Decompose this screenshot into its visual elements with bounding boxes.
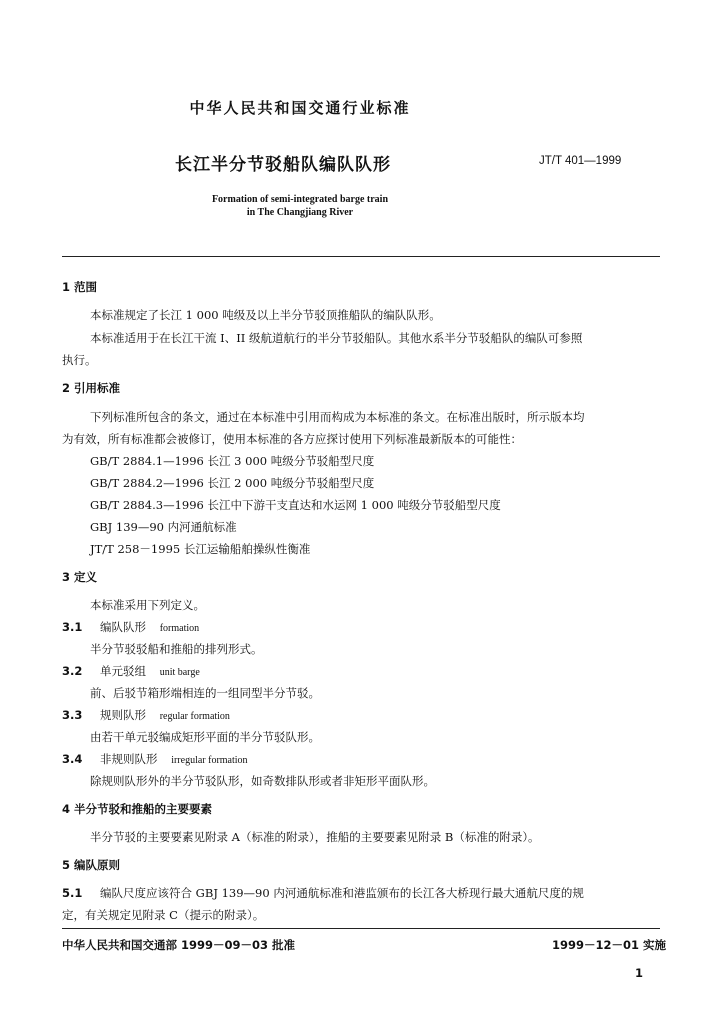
definition-3-4 [62, 751, 248, 767]
approval-statement: 中华人民共和国交通部 1999－09－03 批准 [62, 938, 296, 952]
section-4-heading: 4 半分节驳和推船的主要要素 [62, 802, 213, 816]
term: 非规则队形 [100, 752, 158, 766]
term-english: irregular formation [171, 755, 248, 766]
implementation-date: 1999－12－01 实施 [552, 938, 667, 952]
clause-number: 3.4 [62, 752, 83, 766]
definition-3-4-text: 除规则队形外的半分节驳队形，如奇数排队形或者非矩形平面队形。 [90, 774, 435, 788]
definition-3-2-text: 前、后驳节箱形端相连的一组同型半分节驳。 [90, 686, 320, 700]
section-1-paragraph-2-cont: 执行。 [62, 353, 97, 367]
section-3-heading: 3 定义 [62, 570, 98, 584]
reference-item: GB/T 2884.3—1996 长江中下游干支直达和水运网 1 000 吨级分节驳船型尺度 [90, 498, 501, 512]
section-2-intro-cont: 为有效，所有标准都会被修订，使用本标准的各方应探讨使用下列标准最新版本的可能性： [62, 432, 522, 446]
section-2-heading: 2 引用标准 [62, 381, 121, 395]
reference-item: GBJ 139—90 内河通航标准 [90, 520, 237, 534]
clause-number: 3.3 [62, 708, 83, 722]
page-number: 1 [635, 966, 644, 980]
clause-number: 3.2 [62, 664, 83, 678]
definition-3-3 [62, 707, 230, 723]
reference-item: GB/T 2884.1—1996 长江 3 000 吨级分节驳船型尺度 [90, 454, 375, 468]
section-1-heading: 1 范围 [62, 280, 98, 294]
document-title: 长江半分节驳船队编队队形 [175, 155, 391, 175]
standard-code: JT/T 401—1999 [539, 155, 622, 167]
definition-3-3-text: 由若干单元驳编成矩形平面的半分节驳队形。 [90, 730, 320, 744]
reference-item: GB/T 2884.2—1996 长江 2 000 吨级分节驳船型尺度 [90, 476, 375, 490]
term-english: formation [159, 623, 200, 634]
clause-number: 5.1 [62, 886, 83, 900]
section-2-intro: 下列标准所包含的条文，通过在本标准中引用而构成为本标准的条文。在标准出版时，所示版本均 [90, 410, 585, 424]
english-title-line-2: in The Changjiang River [246, 207, 354, 218]
term: 规则队形 [100, 708, 147, 722]
section-1-paragraph-1: 本标准规定了长江 1 000 吨级及以上半分节驳顶推船队的编队队形。 [90, 308, 441, 322]
footer-divider [62, 928, 660, 929]
clause-5-1 [62, 885, 584, 901]
header-divider [62, 256, 660, 257]
definition-3-1-text: 半分节驳驳船和推船的排列形式。 [90, 642, 263, 656]
term-english: unit barge [159, 667, 200, 678]
section-3-intro: 本标准采用下列定义。 [90, 598, 205, 612]
definition-3-1 [62, 619, 199, 635]
english-title-line-1: Formation of semi-integrated barge train [211, 194, 389, 205]
clause-text: 编队尺度应该符合 GBJ 139—90 内河通航标准和港监颁布的长江各大桥现行最大通航尺度的规 [100, 886, 584, 900]
reference-item: JT/T 258－1995 长江运输船舶操纵性衡准 [90, 542, 311, 556]
section-1-paragraph-2: 本标准适用于在长江干流 I、II 级航道航行的半分节驳船队。其他水系半分节驳船队的编队可参照 [90, 331, 583, 345]
clause-number: 3.1 [62, 620, 83, 634]
term: 编队队形 [100, 620, 147, 634]
term-english: regular formation [159, 711, 230, 722]
section-4-paragraph: 半分节驳的主要要素见附录 A（标准的附录），推船的主要要素见附录 B（标准的附录）。 [90, 830, 540, 844]
section-5-heading: 5 编队原则 [62, 858, 121, 872]
term: 单元驳组 [100, 664, 147, 678]
definition-3-2 [62, 663, 200, 679]
standard-category-header: 中华人民共和国交通行业标准 [189, 99, 411, 117]
clause-5-1-cont: 定，有关规定见附录 C（提示的附录）。 [62, 908, 265, 922]
